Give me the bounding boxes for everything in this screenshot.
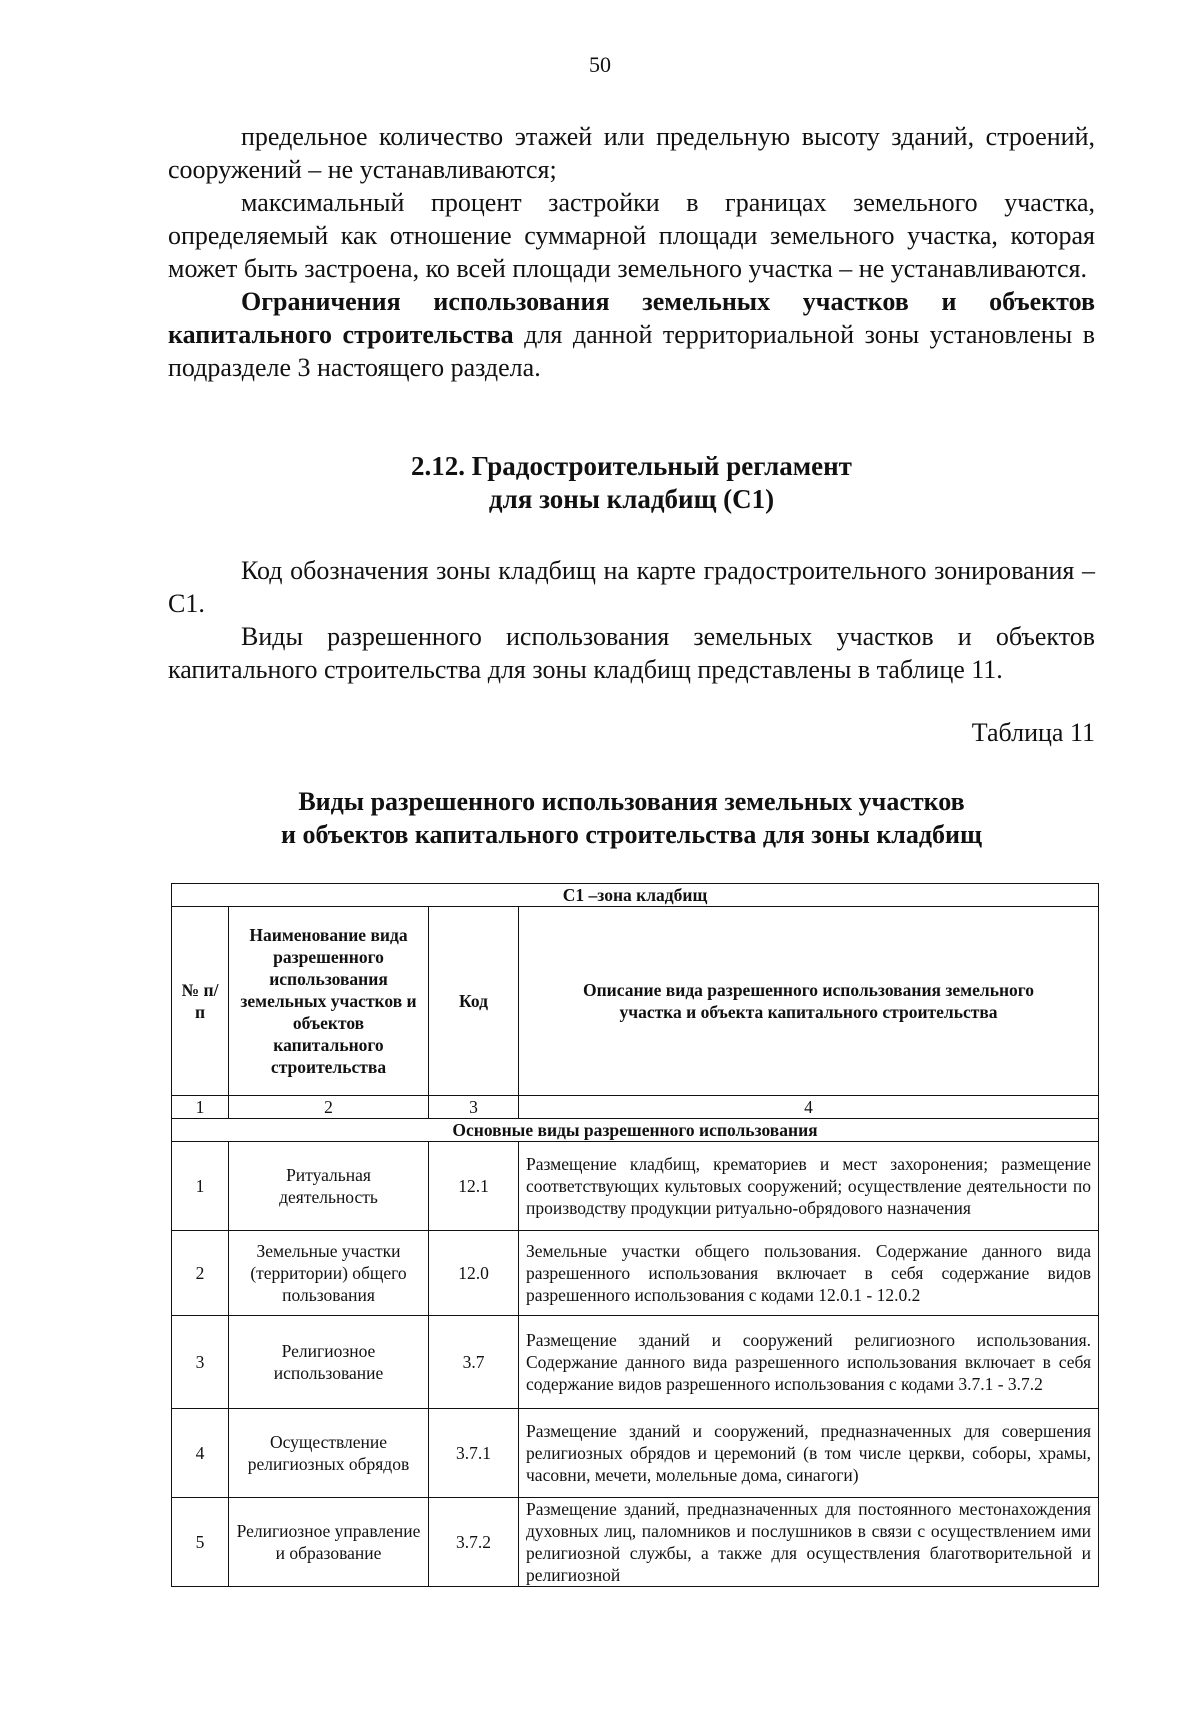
row-name: Религиозное использование bbox=[229, 1316, 429, 1409]
restrictions-bold-text: Ограничения использования земельных участков и объектов капитального строительства bbox=[168, 287, 1095, 349]
section-title-line-2: для зоны кладбищ (С1) bbox=[488, 484, 775, 514]
row-description: Размещение зданий и сооружений, предназначенных для совершения религиозных обрядов и церемоний (в том числе церкви, соборы, храмы, часовни, мечети, молельные дома, синагоги) bbox=[519, 1409, 1099, 1498]
column-header-row bbox=[172, 907, 1099, 1096]
col-number-3: 3 bbox=[429, 1096, 519, 1119]
section-paragraph-2: Виды разрешенного использования земельных участков и объектов капитального строительства для зоны кладбищ представлены в таблице 11. bbox=[168, 622, 1095, 684]
row-number: 3 bbox=[172, 1316, 229, 1409]
col-number-1: 1 bbox=[172, 1096, 229, 1119]
section-title-line-1: 2.12. Градостроительный регламент bbox=[411, 451, 852, 481]
section-title-cell: Основные виды разрешенного использования bbox=[172, 1119, 1099, 1142]
row-description: Размещение кладбищ, крематориев и мест захоронения; размещение соответствующих культовых сооружений; осуществление деятельности по производству продукции ритуально-обрядового назначения bbox=[519, 1142, 1099, 1231]
intro-paragraph-3 bbox=[168, 285, 1095, 384]
permitted-use-table bbox=[171, 883, 1099, 1587]
section-row bbox=[172, 1119, 1099, 1142]
row-name: Осуществление религиозных обрядов bbox=[229, 1409, 429, 1498]
row-description: Размещение зданий, предназначенных для постоянного местонахождения духовных лиц, паломников и послушников в связи с осуществлением ими религиозной службы, а также для осуществления благотворительной и религиозной bbox=[519, 1498, 1099, 1587]
table-title bbox=[168, 785, 1095, 851]
row-code: 12.1 bbox=[429, 1142, 519, 1231]
col-number-2: 2 bbox=[229, 1096, 429, 1119]
header-code: Код bbox=[429, 907, 519, 1096]
row-number: 4 bbox=[172, 1409, 229, 1498]
intro-text bbox=[168, 120, 1095, 384]
table-label: Таблица 11 bbox=[971, 718, 1095, 747]
col-number-4: 4 bbox=[519, 1096, 1099, 1119]
row-code: 3.7 bbox=[429, 1316, 519, 1409]
table-title-line-2: и объектов капитального строительства для зоны кладбищ bbox=[281, 820, 982, 849]
intro-paragraph-1: предельное количество этажей или предельную высоту зданий, строений, сооружений – не устанавливаются; bbox=[168, 122, 1095, 184]
zone-header-row bbox=[172, 884, 1099, 907]
row-name: Ритуальная деятельность bbox=[229, 1142, 429, 1231]
zone-header: С1 –зона кладбищ bbox=[172, 884, 1099, 907]
column-number-row bbox=[172, 1096, 1099, 1119]
row-description: Размещение зданий и сооружений религиозного использования. Содержание данного вида разрешенного использования включает в себя содержание видов разрешенного использования с кодами 3.7.1 - 3.7.2 bbox=[519, 1316, 1099, 1409]
intro-paragraph-2: максимальный процент застройки в границах земельного участка, определяемый как отношение суммарной площади земельного участка, которая может быть застроена, ко всей площади земельного участка – не устанавливаются. bbox=[168, 188, 1095, 283]
section-text bbox=[168, 554, 1095, 686]
row-name: Земельные участки (территории) общего пользования bbox=[229, 1231, 429, 1316]
restrictions-rest-text: для данной территориальной зоны установлены в подразделе 3 настоящего раздела. bbox=[168, 320, 1095, 382]
header-number: № п/п bbox=[172, 907, 229, 1096]
table-row bbox=[172, 1142, 1099, 1231]
table-row bbox=[172, 1316, 1099, 1409]
header-name: Наименование вида разрешенного использования земельных участков и объектов капитального строительства bbox=[229, 907, 429, 1096]
section-title bbox=[168, 450, 1095, 516]
row-code: 12.0 bbox=[429, 1231, 519, 1316]
table-row bbox=[172, 1231, 1099, 1316]
row-code: 3.7.2 bbox=[429, 1498, 519, 1587]
row-code: 3.7.1 bbox=[429, 1409, 519, 1498]
row-name: Религиозное управление и образование bbox=[229, 1498, 429, 1587]
table-row bbox=[172, 1409, 1099, 1498]
row-number: 1 bbox=[172, 1142, 229, 1231]
table-row bbox=[172, 1498, 1099, 1587]
page-number: 50 bbox=[589, 52, 611, 77]
row-description: Земельные участки общего пользования. Содержание данного вида разрешенного использования включает в себя содержание видов разрешенного использования с кодами 12.0.1 - 12.0.2 bbox=[519, 1231, 1099, 1316]
table-title-line-1: Виды разрешенного использования земельных участков bbox=[298, 787, 965, 816]
header-description: Описание вида разрешенного использования земельного участка и объекта капитального строительства bbox=[519, 907, 1099, 1096]
section-paragraph-1: Код обозначения зоны кладбищ на карте градостроительного зонирования – С1. bbox=[168, 556, 1095, 618]
row-number: 5 bbox=[172, 1498, 229, 1587]
row-number: 2 bbox=[172, 1231, 229, 1316]
